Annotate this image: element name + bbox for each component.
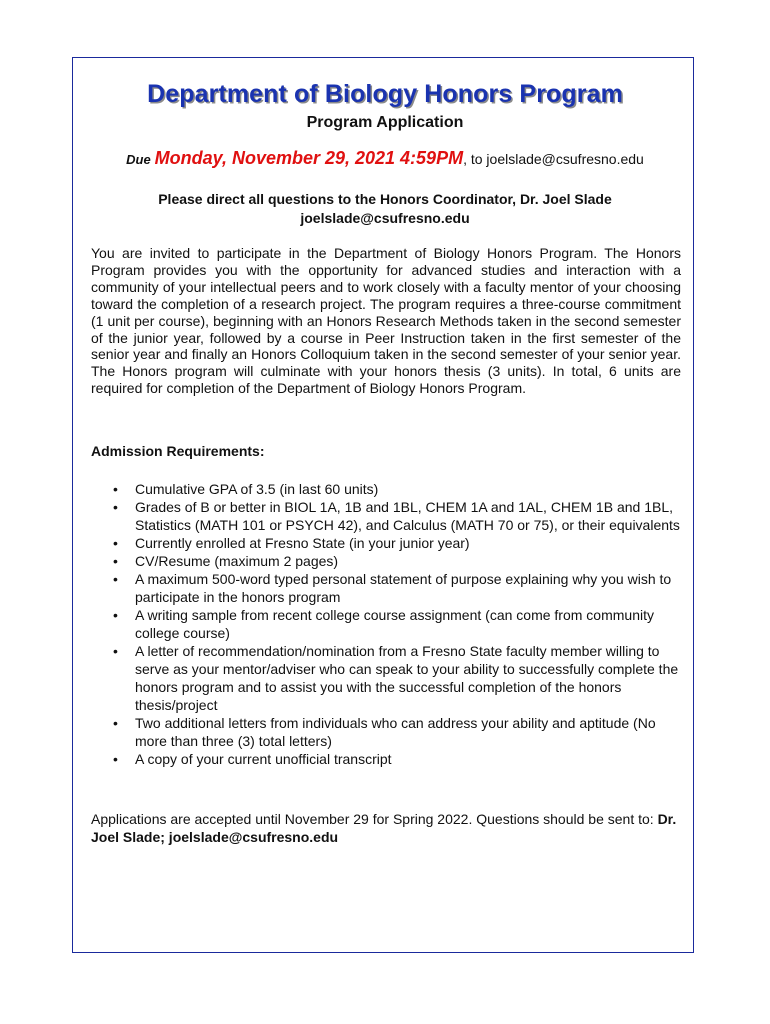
list-item: • Cumulative GPA of 3.5 (in last 60 units) (91, 480, 691, 498)
due-email: , to joelslade@csufresno.edu (463, 151, 644, 167)
page-title: Department of Biology Honors Program (147, 80, 623, 108)
page-subtitle: Program Application (306, 114, 464, 131)
questions-email: joelslade@csufresno.edu (300, 210, 470, 226)
closing-contact: Dr. Joel Slade; joelslade@csufresno.edu (91, 811, 677, 845)
questions-contact (0, 190, 770, 228)
admission-heading: Admission Requirements: (91, 443, 265, 459)
requirements-list (91, 480, 691, 768)
due-date: Monday, November 29, 2021 4:59PM (154, 148, 464, 168)
closing-paragraph (91, 810, 683, 846)
list-item: • Currently enrolled at Fresno State (in your junior year) (91, 534, 691, 552)
closing-text: Applications are accepted until November 29 for Spring 2022. Questions should be sent to: (91, 811, 658, 827)
list-item: • A maximum 500-word typed personal statement of purpose explaining why you wish to participate in the honors program (91, 570, 691, 606)
list-item: • Two additional letters from individuals who can address your ability and aptitude (No more than three (3) total letters) (91, 714, 691, 750)
list-item: • A letter of recommendation/nomination from a Fresno State faculty member willing to serve as your mentor/adviser who can speak to your ability to successfully complete the honors program and to assist you with the successful completion of the honors thesis/project (91, 642, 691, 714)
questions-line: Please direct all questions to the Honors Coordinator, Dr. Joel Slade (158, 191, 612, 207)
due-line (0, 148, 770, 169)
list-item: • Grades of B or better in BIOL 1A, 1B and 1BL, CHEM 1A and 1AL, CHEM 1B and 1BL, Statistics (MATH 101 or PSYCH 42), and Calculus (MATH 70 or 75), or their equivalents (91, 498, 691, 534)
list-item: • A copy of your current unofficial transcript (91, 750, 691, 768)
due-label: Due (126, 152, 151, 167)
list-item: • CV/Resume (maximum 2 pages) (91, 552, 691, 570)
intro-paragraph: You are invited to participate in the Department of Biology Honors Program. The Honors Program provides you with the opportunity for advanced studies and interaction with a community of your intellectual peers and to work closely with a faculty mentor of your choosing toward the completion of a research project. The program requires a three-course commitment (1 unit per course), beginning with an Honors Research Methods taken in the second semester of the junior year, followed by a course in Peer Instruction taken in the first semester of the senior year and finally an Honors Colloquium taken in the second semester of your senior year. The Honors program will culminate with your honors thesis (3 units). In total, 6 units are required for completion of the Department of Biology Honors Program. (91, 245, 681, 397)
list-item: • A writing sample from recent college course assignment (can come from community college course) (91, 606, 691, 642)
